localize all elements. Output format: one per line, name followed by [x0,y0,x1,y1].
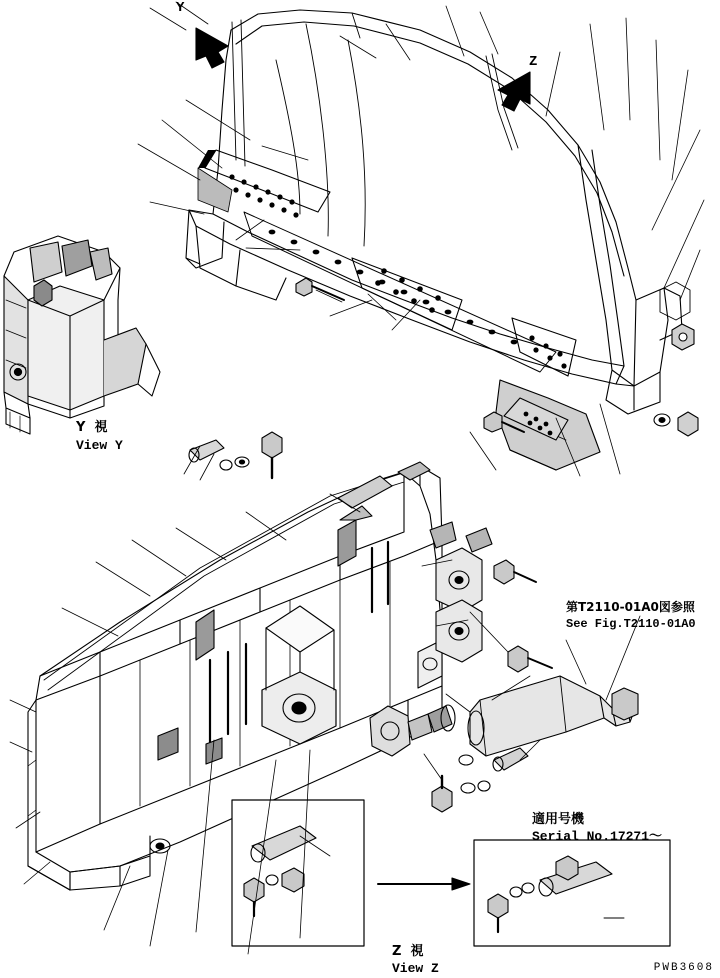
upper-blade-assembly [186,10,690,470]
view-z-inset [232,800,364,946]
serial-label-jp: 適用号機 [532,812,585,827]
section-marker-y: Y [176,0,185,16]
reference-figure-en: See Fig.T2110-01A0 [566,617,696,631]
serial-label-en: Serial No.17271～ [532,829,663,844]
serial-inset [474,840,670,946]
inset-transition-arrow [378,878,470,890]
view-z-label-en: View Z [392,961,439,976]
section-marker-z: Z [529,54,538,70]
view-y-label-en: View Y [76,438,123,453]
reference-figure-jp: 第T2110-01A0図参照 [566,600,695,614]
view-y-label-jp: Y 視 [76,420,108,435]
drawing-number: PWB3608 [653,962,714,974]
tie-rod-assembly [370,676,638,771]
view-y-detail [4,236,160,434]
view-z-label-jp: Z 視 [392,944,424,959]
